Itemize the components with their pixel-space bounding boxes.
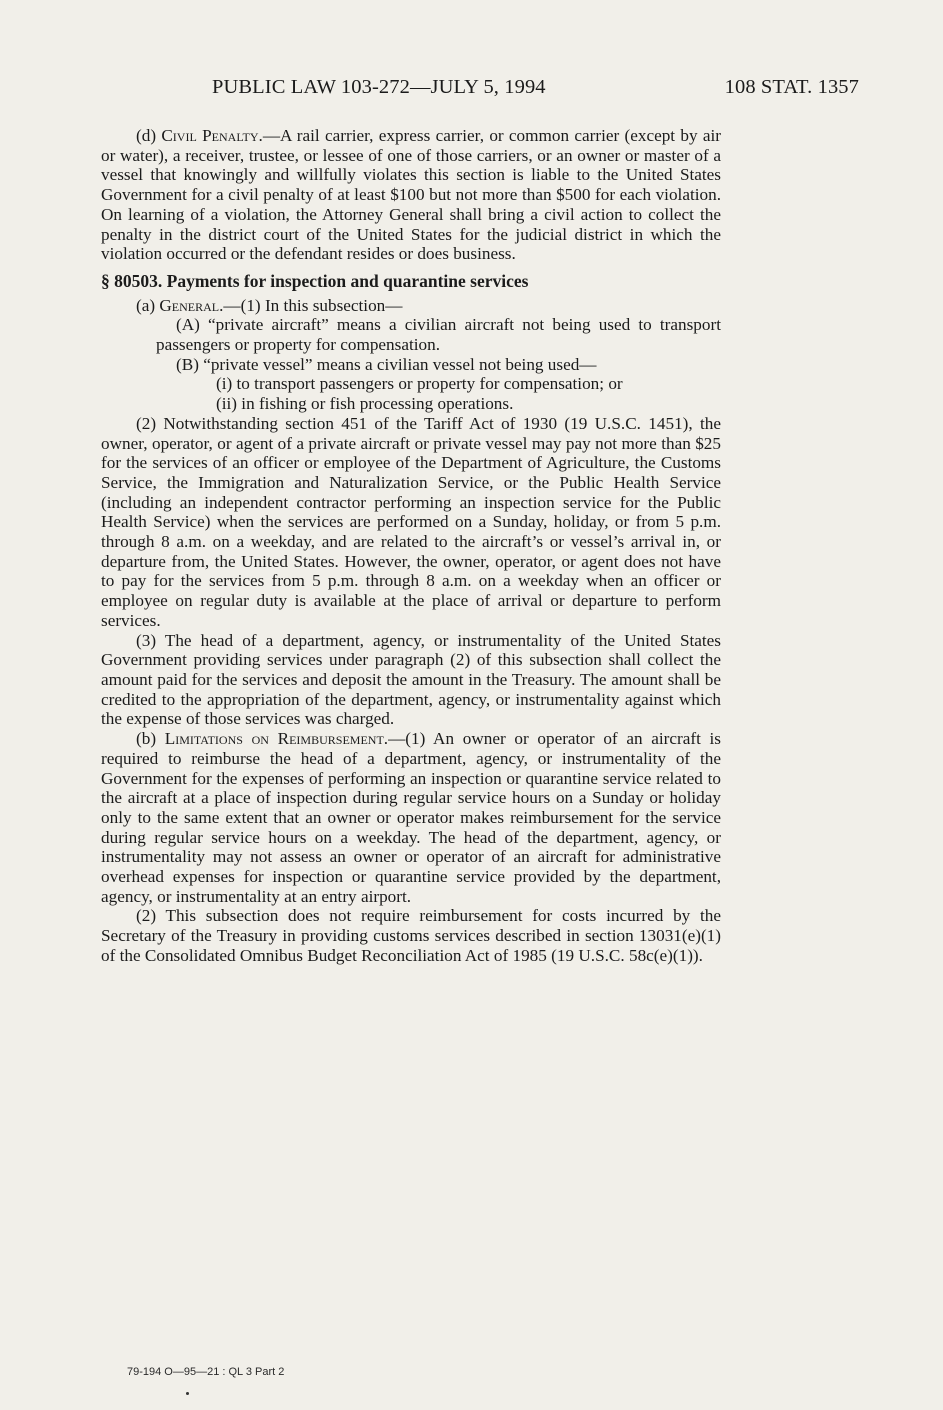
subsection-a-caption: General. bbox=[159, 295, 224, 315]
public-law-title: PUBLIC LAW 103-272—JULY 5, 1994 bbox=[212, 76, 546, 98]
subsection-b bbox=[101, 729, 721, 906]
subsection-d-caption: Civil Penalty. bbox=[161, 126, 263, 145]
section-heading: § 80503. Payments for inspection and quarantine services bbox=[101, 270, 529, 291]
subsection-d bbox=[101, 126, 721, 264]
subparagraph-a-B: (B) “private vessel” means a civilian vessel not being used— bbox=[176, 354, 597, 374]
subsection-a bbox=[101, 296, 721, 316]
document-body bbox=[101, 126, 721, 966]
paragraph-b-2: (2) This subsection does not require reimbursement for costs incurred by the Secretary of the Treasury in providing customs services described in section 13031(e)(1) of the Consolidated Omnibus Budget Reconciliation Act of 1985 (19 U.S.C. 58c(e)(1)). bbox=[101, 906, 721, 965]
subsection-b-text: —(1) An owner or operator of an aircraft is required to reimburse the head of a department, agency, or instrumentality of the Government for the expenses of performing an inspection or quarantine service related to the aircraft at a place of inspection during regular service hours on a Sunday or holiday only to the same extent that an owner or operator makes reimbursement for the service during regular service hours on a weekday. The head of the department, agency, or instrumentality may not assess an owner or operator of an aircraft for administrative overhead expenses for inspection or quarantine service provided by the department, agency, or instrumentality at an entry airport. bbox=[101, 729, 721, 906]
paragraph-a-3: (3) The head of a department, agency, or instrumentality of the United States Government providing services under paragraph (2) of this subsection shall collect the amount paid for the services and deposit the amount in the Treasury. The amount shall be credited to the appropriation of the department, agency, or instrumentality against which the expense of those services was charged. bbox=[101, 630, 721, 729]
subsection-d-text: —A rail carrier, express carrier, or common carrier (except by air or water), a receiver, trustee, or lessee of one of those carriers, or an owner or master of a vessel that knowingly and willfully violates this section is liable to the United States Government for a civil penalty of at least $100 but not more than $500 for each violation. On learning of a violation, the Attorney General shall bring a civil action to collect the penalty in the district court of the United States for the judicial district in which the violation occurred or the defendant resides or does business. bbox=[101, 126, 721, 264]
subsection-a-text: —(1) In this subsection— bbox=[223, 295, 403, 315]
print-mark-dot bbox=[186, 1392, 189, 1395]
statute-page-number: 108 STAT. 1357 bbox=[724, 76, 859, 98]
subsection-b-label: (b) bbox=[136, 729, 165, 749]
paragraph-a-2: (2) Notwithstanding section 451 of the Tariff Act of 1930 (19 U.S.C. 1451), the owner, operator, or agent of a private aircraft or private vessel may pay not more than $25 for the services of an officer or employee of the Department of Agriculture, the Customs Service, the Immigration and Naturalization Service, or the Public Health Service (including an independent contractor performing an inspection service for the Public Health Service) when the services are performed on a Sunday, holiday, or from 5 p.m. through 8 a.m. on a weekday, and are related to the aircraft’s or vessel’s arrival in, or departure from, the United States. However, the owner, operator, or agent does not have to pay for the services from 5 p.m. through 8 a.m. on a weekday when an officer or employee on regular duty is available at the place of arrival or departure to perform services. bbox=[101, 413, 721, 630]
subsection-d-label: (d) bbox=[136, 126, 162, 145]
subsection-b-caption: Limitations on Reimbursement. bbox=[164, 729, 389, 749]
clause-a-B-i: (i) to transport passengers or property for compensation; or bbox=[216, 374, 623, 394]
subparagraph-a-A: (A) “private aircraft” means a civilian aircraft not being used to transport passengers or property for compensation. bbox=[156, 315, 721, 355]
subsection-a-label: (a) bbox=[136, 295, 160, 315]
print-code-footer: 79-194 O—95—21 : QL 3 Part 2 bbox=[127, 1366, 285, 1378]
clause-a-B-ii: (ii) in fishing or fish processing operations. bbox=[216, 394, 514, 414]
page-header bbox=[212, 76, 859, 106]
